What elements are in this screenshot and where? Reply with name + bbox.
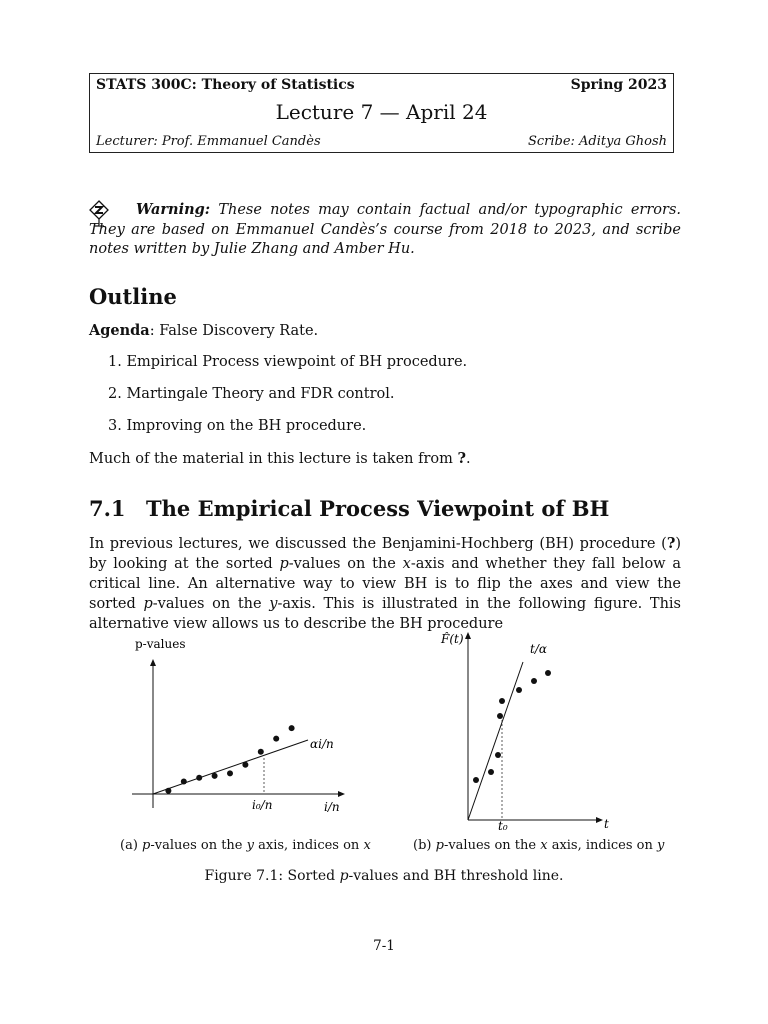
text: Figure 7.1: Sorted <box>204 868 340 884</box>
material-note <box>89 450 471 467</box>
list-item-text: Empirical Process viewpoint of BH procedure. <box>126 354 468 370</box>
figure-a-point <box>212 773 218 779</box>
list-item-text: Martingale Theory and FDR control. <box>126 386 395 402</box>
figure-a-x-arrow <box>338 791 345 797</box>
text: (b) <box>413 838 436 853</box>
math-p: p <box>142 838 151 853</box>
text: -values on the <box>443 838 541 853</box>
figure-b-y-arrow <box>465 632 471 639</box>
figure-b-y-label: F̂(t) <box>441 632 464 646</box>
citation-ref: ? <box>666 535 676 552</box>
warning-note <box>89 200 681 260</box>
list-item <box>108 418 366 434</box>
figure-b-plot <box>428 618 628 838</box>
math-x: x <box>402 556 411 572</box>
list-item <box>108 354 467 370</box>
term-label: Spring 2023 <box>570 77 667 93</box>
citation-ref: ? <box>457 450 467 467</box>
figure-a-caption <box>120 838 371 853</box>
figure-a-point <box>165 788 171 794</box>
figure-a-point <box>196 775 202 781</box>
text: -values on the <box>288 556 403 572</box>
figure-a-threshold-line <box>153 740 308 794</box>
figure-b-line-label: t/α <box>530 642 547 656</box>
figure-a-point <box>242 762 248 768</box>
material-end: . <box>466 451 471 467</box>
text: ) by looking at the sorted <box>89 536 681 572</box>
text: axis, indices on <box>547 838 657 853</box>
text: -values on the <box>150 838 247 853</box>
lecture-title: Lecture 7 — April 24 <box>275 100 488 124</box>
figure-b-caption <box>413 838 664 853</box>
outline-heading: Outline <box>89 284 177 309</box>
list-item-number: 2. <box>108 386 122 402</box>
math-p: p <box>435 838 444 853</box>
section-number: 7.1 <box>89 496 126 521</box>
lecture-header-box <box>89 73 674 153</box>
page-number: 7-1 <box>373 938 395 954</box>
figure-a-point <box>227 770 233 776</box>
math-p: p <box>279 556 289 572</box>
list-item <box>108 386 395 402</box>
figure-a-y-arrow <box>150 659 156 666</box>
figure-b-point <box>497 713 503 719</box>
course-title: STATS 300C: Theory of Statistics <box>96 77 355 93</box>
figure-caption <box>0 868 768 884</box>
figure-a-threshold-label: i₀/n <box>252 798 273 812</box>
figure-b-point <box>545 670 551 676</box>
math-axis: x <box>363 838 371 853</box>
list-item-number: 3. <box>108 418 122 434</box>
math-y: y <box>269 596 278 612</box>
text: -axis. This is illustrated in the following figure. This alternative view allows us to describe the BH procedure <box>89 596 681 632</box>
figure-b-point <box>495 752 501 758</box>
text: (a) <box>120 838 143 853</box>
math-p: p <box>339 868 349 884</box>
figure-b-x-arrow <box>596 817 603 823</box>
warning-body: These notes may contain factual and/or typographic errors. They are based on Emmanuel Candès’s course from 2018 to 2023, and scribe notes written by Julie Zhang and Amber Hu. <box>89 202 681 257</box>
figure-b-threshold-label: t₀ <box>498 819 508 833</box>
figure-b-threshold-line <box>468 662 523 820</box>
warning-label: Warning: <box>136 201 211 218</box>
figure-a-y-label: p-values <box>135 637 186 651</box>
agenda-line <box>89 322 318 339</box>
text: -values and BH threshold line. <box>348 868 564 884</box>
text: -values on the <box>152 596 270 612</box>
figure-a-x-label: i/n <box>324 800 340 814</box>
figure-a-point <box>289 725 295 731</box>
math-p: p <box>143 596 153 612</box>
figure-b-x-label: t <box>604 817 609 831</box>
figure-b-point <box>488 769 494 775</box>
math-axis: x <box>540 838 548 853</box>
figure-b-point <box>531 678 537 684</box>
figure-a-point <box>181 778 187 784</box>
figure-b-point <box>473 777 479 783</box>
list-item-number: 1. <box>108 354 122 370</box>
lecturer-name: Lecturer: Prof. Emmanuel Candès <box>96 134 321 149</box>
figure-b-point <box>499 698 505 704</box>
math-axis: y <box>246 838 254 853</box>
figure-b-point <box>516 687 522 693</box>
text: axis, indices on <box>254 838 364 853</box>
text: -axis and whether they fall below a critical line. An alternative way to view BH is to flip the axes and view the sorted <box>89 556 681 612</box>
list-item-text: Improving on the BH procedure. <box>126 418 367 434</box>
math-axis: y <box>657 838 665 853</box>
agenda-label: Agenda <box>89 322 150 339</box>
section-heading <box>89 496 609 521</box>
figure-a-plot <box>118 626 368 826</box>
section-title: The Empirical Process Viewpoint of BH <box>146 496 610 521</box>
figure-a-points <box>165 725 294 794</box>
figure-a-point <box>258 749 264 755</box>
agenda-text: : False Discovery Rate. <box>149 323 319 339</box>
figure-a-line-label: αi/n <box>310 737 334 751</box>
material-text: Much of the material in this lecture is taken from <box>89 451 458 467</box>
figure-a-point <box>273 736 279 742</box>
scribe-name: Scribe: Aditya Ghosh <box>527 134 667 149</box>
text: In previous lectures, we discussed the Benjamini-Hochberg (BH) procedure ( <box>89 536 667 552</box>
